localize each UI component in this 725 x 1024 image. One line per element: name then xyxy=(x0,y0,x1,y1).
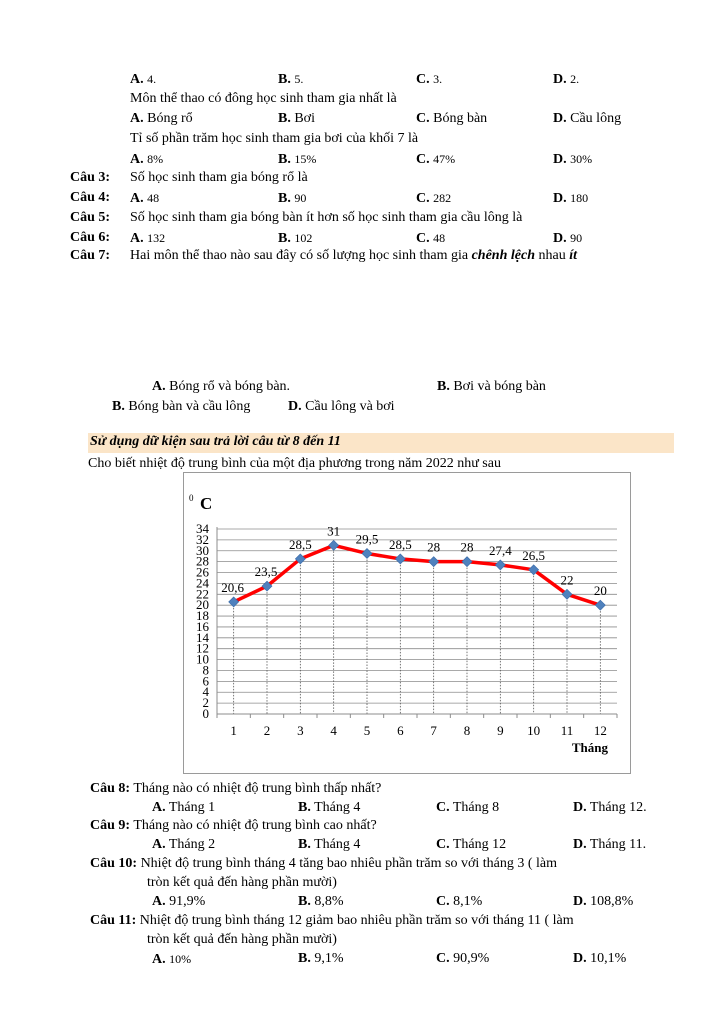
question-stem: Tỉ số phần trăm học sinh tham gia bơi của khối 7 là xyxy=(130,131,419,146)
question-8: Câu 8: Tháng nào có nhiệt độ trung bình thấp nhất? xyxy=(90,781,382,796)
x-axis-title: Tháng xyxy=(571,740,608,755)
y-tick-label: 20 xyxy=(196,597,209,613)
data-label: 26,5 xyxy=(522,547,546,563)
unit-label: C xyxy=(200,494,213,513)
data-point xyxy=(329,540,339,550)
x-tick-label: 11 xyxy=(560,723,574,738)
y-tick-label: 4 xyxy=(202,684,209,700)
x-tick-label: 5 xyxy=(363,723,371,738)
x-tick-label: 3 xyxy=(297,723,304,738)
data-label: 28,5 xyxy=(288,536,312,552)
temperature-chart xyxy=(183,472,631,774)
data-label: 31 xyxy=(327,523,341,539)
y-tick-label: 8 xyxy=(202,662,209,678)
data-point xyxy=(395,554,405,564)
y-tick-label: 14 xyxy=(196,629,209,645)
y-tick-label: 28 xyxy=(196,553,209,569)
y-tick-label: 10 xyxy=(196,651,209,667)
x-tick-label: 4 xyxy=(330,723,337,738)
y-tick-label: 32 xyxy=(196,531,209,547)
y-tick-label: 12 xyxy=(196,640,209,656)
x-tick-label: 7 xyxy=(430,723,437,738)
y-tick-label: 30 xyxy=(196,542,209,558)
section-intro: Cho biết nhiệt độ trung bình của một địa phương trong năm 2022 như sau xyxy=(88,456,501,471)
y-tick-label: 16 xyxy=(196,618,209,634)
data-label: 22 xyxy=(560,572,574,588)
data-point xyxy=(362,548,372,558)
y-tick-label: 18 xyxy=(196,608,209,624)
question-10-cont: tròn kết quả đến hàng phần mười) xyxy=(147,875,337,890)
y-tick-label: 34 xyxy=(196,521,209,536)
x-tick-label: 6 xyxy=(397,723,404,738)
x-tick-label: 1 xyxy=(230,723,237,738)
question-9: Câu 9: Tháng nào có nhiệt độ trung bình cao nhất? xyxy=(90,818,377,833)
data-point xyxy=(595,600,605,610)
y-tick-label: 0 xyxy=(202,706,209,721)
unit-degree-sup: 0 xyxy=(189,493,194,503)
y-tick-label: 2 xyxy=(202,695,209,711)
data-label: 20,6 xyxy=(221,579,245,595)
section-banner: Sử dụng dữ kiện sau trả lời câu từ 8 đến 11 xyxy=(88,433,674,453)
data-label: 28 xyxy=(427,539,441,555)
x-tick-label: 9 xyxy=(497,723,504,738)
x-tick-label: 10 xyxy=(527,723,541,738)
question-stem: Môn thể thao có đông học sinh tham gia nhất là xyxy=(130,91,397,106)
x-tick-label: 2 xyxy=(263,723,271,738)
data-label: 28 xyxy=(460,539,474,555)
y-tick-label: 6 xyxy=(202,673,209,689)
x-tick-label: 12 xyxy=(593,723,607,738)
question-11-cont: tròn kết quả đến hàng phần mười) xyxy=(147,932,337,947)
temperature-line-chart xyxy=(184,473,630,773)
y-tick-label: 26 xyxy=(196,564,209,580)
question-10: Câu 10: Nhiệt độ trung bình tháng 4 tăng bao nhiêu phần trăm so với tháng 3 ( làm xyxy=(90,856,558,871)
y-tick-label: 22 xyxy=(196,586,209,602)
data-label: 29,5 xyxy=(355,531,379,547)
data-label: 23,5 xyxy=(254,564,278,580)
data-point xyxy=(429,557,439,567)
data-point xyxy=(462,557,472,567)
data-label: 27,4 xyxy=(488,542,512,558)
data-label: 20 xyxy=(593,583,607,599)
y-tick-label: 24 xyxy=(196,575,209,591)
x-tick-label: 8 xyxy=(463,723,471,738)
data-label: 28,5 xyxy=(388,536,412,552)
question-11: Câu 11: Nhiệt độ trung bình tháng 12 giảm bao nhiêu phần trăm so với tháng 11 ( làm xyxy=(90,913,574,928)
